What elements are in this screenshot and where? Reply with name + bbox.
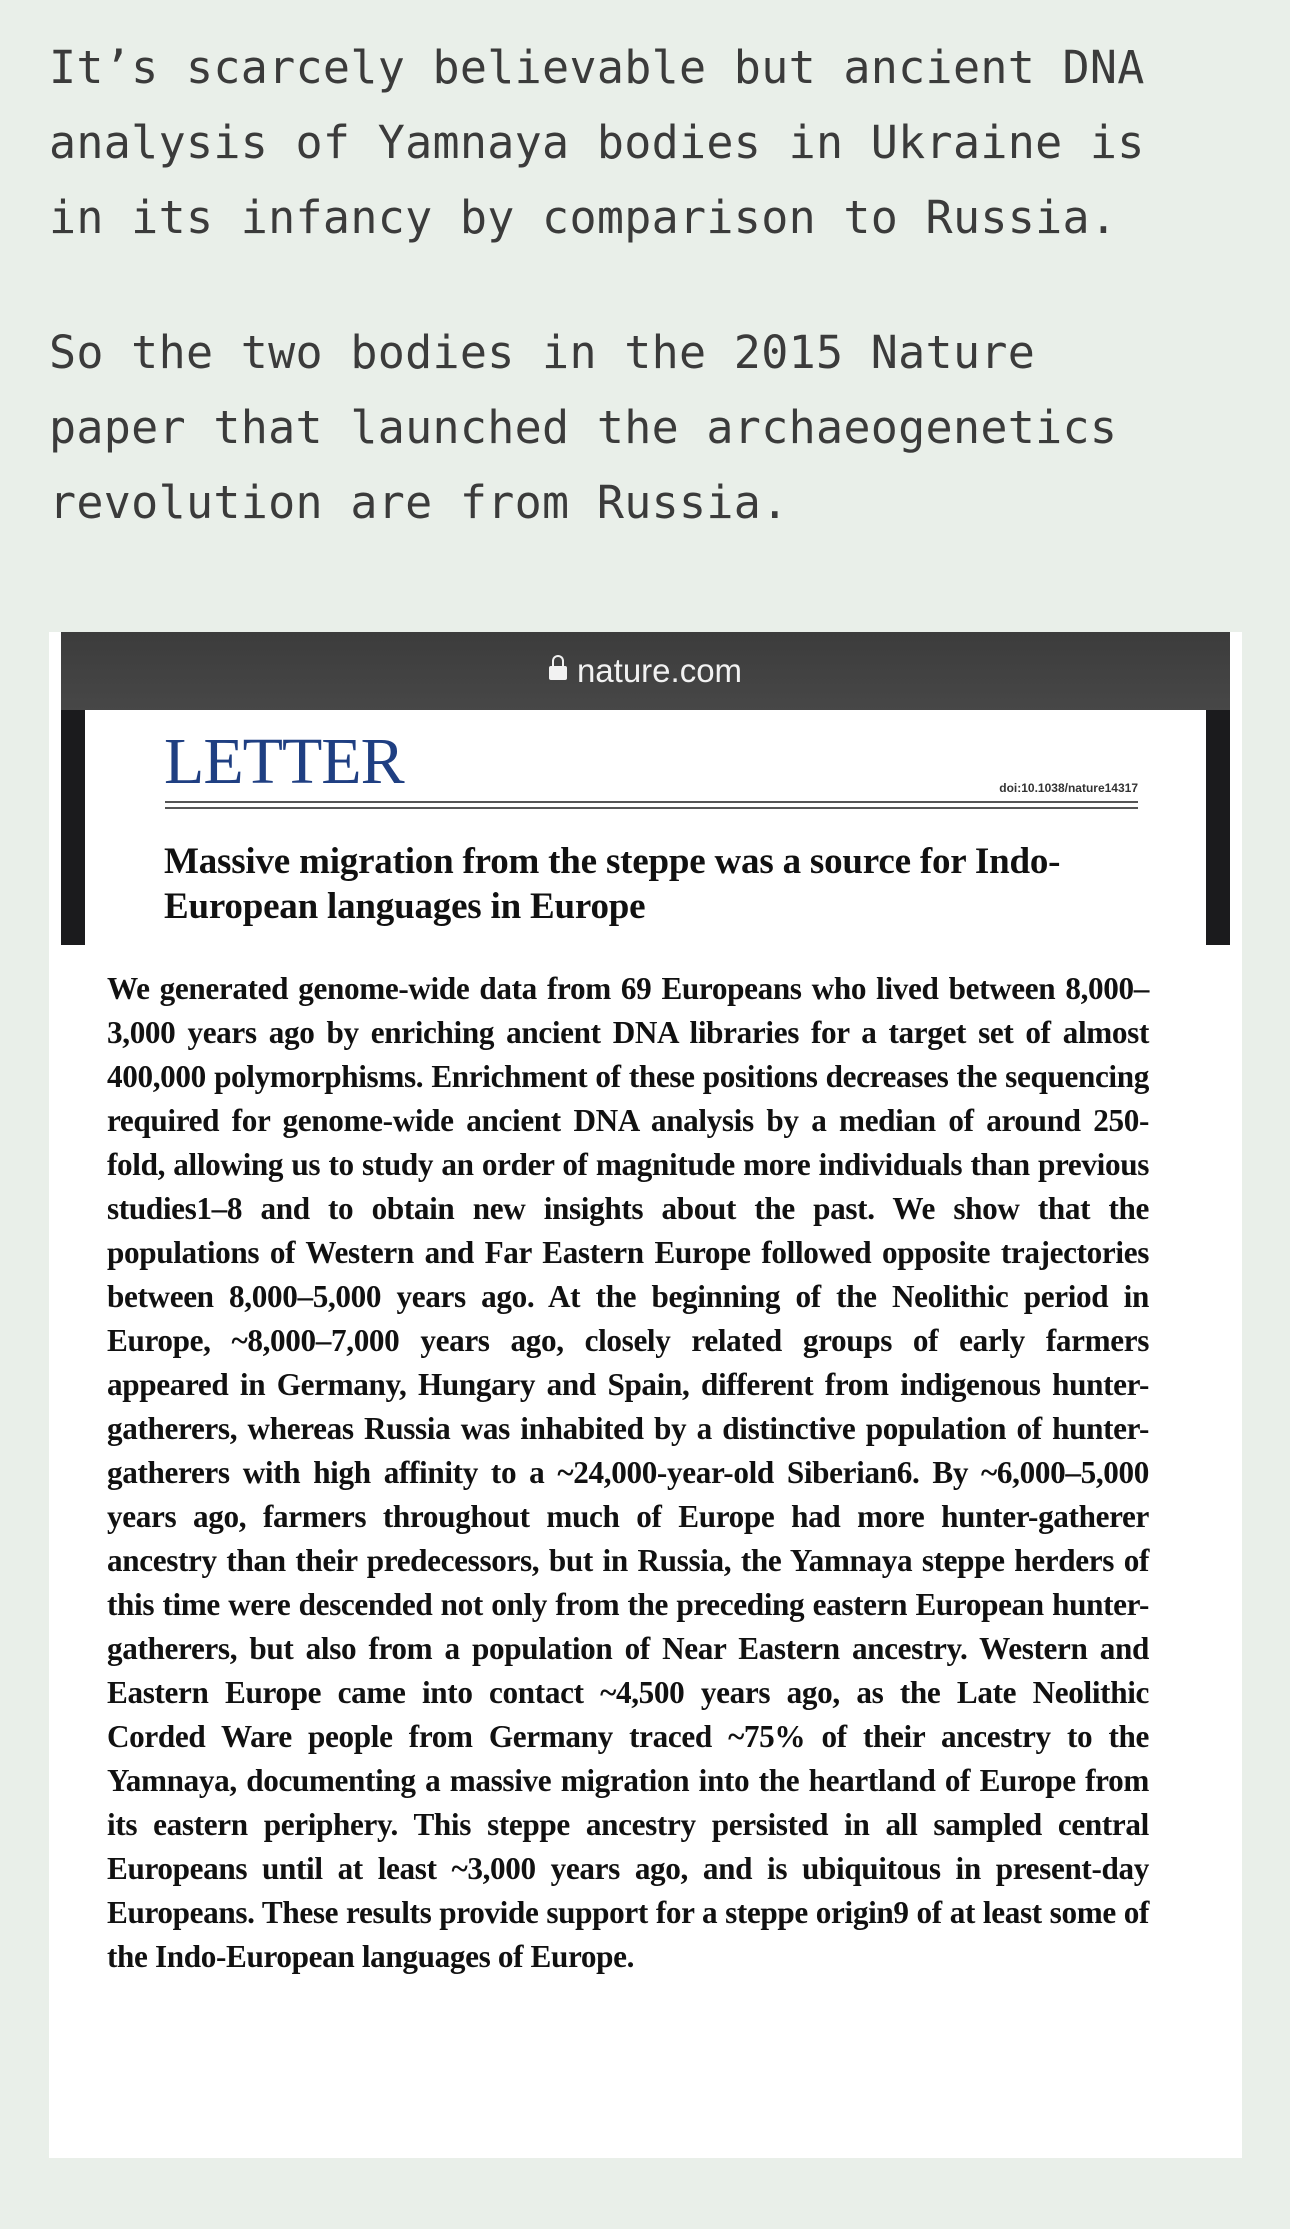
post-paragraph-1: It’s scarcely believable but ancient DNA analysis of Yamnaya bodies in Ukraine is in its infancy by comparison to Russia. <box>49 41 1145 244</box>
browser-address-bar <box>61 632 1230 710</box>
lock-icon <box>549 666 567 680</box>
post-text <box>49 30 1259 540</box>
article-doi: doi:10.1038/nature14317 <box>999 781 1138 795</box>
header-rule-bottom <box>165 807 1138 809</box>
article-section-heading: LETTER <box>164 725 404 798</box>
post-paragraph-2: So the two bodies in the 2015 Nature paper that launched the archaeogenetics revolution are from Russia. <box>49 326 1118 529</box>
article-screenshot[interactable] <box>49 632 1242 2158</box>
article-title: Massive migration from the steppe was a source for Indo-European languages in Europe <box>164 841 1061 927</box>
article-abstract: We generated genome-wide data from 69 Europeans who lived between 8,000–3,000 years ago by enriching ancient DNA libraries for a target set of almost 400,000 polymorphisms. Enrichment of these positions decreases the sequencing required for genome-wide ancient DNA analysis by a median of around 250-fold, allowing us to study an order of magnitude more individuals than previous studies1–8 and to obtain new insights about the past. We show that the populations of Western and Far Eastern Europe followed opposite trajectories between 8,000–5,000 years ago. At the beginning of the Neolithic period in Europe, ~8,000–7,000 years ago, closely related groups of early farmers appeared in Germany, Hungary and Spain, different from indigenous hunter-gatherers, whereas Russia was inhabited by a distinctive population of hunter-gatherers with high affinity to a ~24,000-year-old Siberian6. By ~6,000–5,000 years ago, farmers throughout much of Europe had more hunter-gatherer ancestry than their predecessors, but in Russia, the Yamnaya steppe herders of this time were descended not only from the preceding eastern European hunter-gatherers, but also from a population of Near Eastern ancestry. Western and Eastern Europe came into contact ~4,500 years ago, as the Late Neolithic Corded Ware people from Germany traced ~75% of their ancestry to the Yamnaya, documenting a massive migration into the heartland of Europe from its eastern periphery. This steppe ancestry persisted in all sampled central Europeans until at least ~3,000 years ago, and is ubiquitous in present-day Europeans. These results provide support for a steppe origin9 of at least some of the Indo-European languages of Europe. <box>107 971 1149 1974</box>
header-rule-top <box>165 801 1138 803</box>
browser-domain: nature.com <box>576 652 743 689</box>
